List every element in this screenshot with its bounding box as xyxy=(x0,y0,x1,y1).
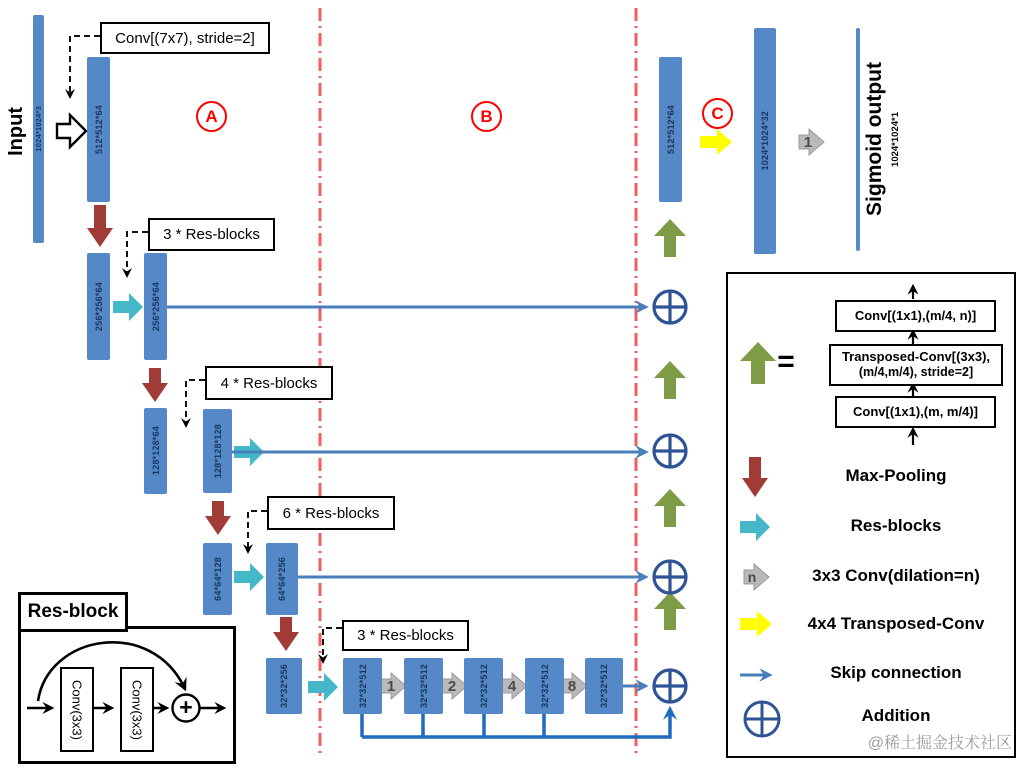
annotation-res3a: 3 * Res-blocks xyxy=(148,218,275,251)
stage-badge-b: B xyxy=(471,101,502,132)
resblock-title-box: Res-block xyxy=(18,592,128,632)
feature-map-enc1 xyxy=(87,57,110,202)
feature-map-dil1-dims: 32*32*512 xyxy=(357,664,368,708)
feature-map-enc5a-dims: 32*32*256 xyxy=(279,664,289,708)
legend-label-addition: Addition xyxy=(861,706,931,725)
legend-label-dilation: 3x3 Conv(dilation=n) xyxy=(812,566,980,585)
feature-map-enc4b xyxy=(266,543,298,615)
stage-badge-a: A xyxy=(196,101,227,132)
input-title: Input xyxy=(4,106,27,156)
feature-map-dil3 xyxy=(464,658,503,714)
resblocks-arrow-3 xyxy=(234,563,264,591)
maxpool-arrow-2 xyxy=(142,368,168,402)
annotation-connector-res3b xyxy=(323,628,342,662)
feature-map-enc2a-dims: 256*256*64 xyxy=(93,281,104,332)
feature-map-out1 xyxy=(856,28,860,251)
feature-map-enc4b-dims: 64*64*256 xyxy=(277,557,287,601)
resblock-plus-sign: + xyxy=(179,694,193,720)
maxpool-arrow-4 xyxy=(273,617,299,651)
upsample-arrow-3 xyxy=(654,489,686,527)
legend-equals: = xyxy=(777,345,795,378)
annotation-res4: 4 * Res-blocks xyxy=(205,366,333,400)
feature-map-dil4 xyxy=(525,658,564,714)
feature-map-input xyxy=(33,15,44,243)
transposed-conv-arrow xyxy=(700,129,732,155)
feature-map-enc1-dims: 512*512*64 xyxy=(93,104,104,155)
dilation-rate-2: 2 xyxy=(447,677,457,695)
input-conv-arrow xyxy=(57,115,86,147)
dilation-rate-1: 1 xyxy=(386,677,396,695)
annotation-conv7: Conv[(7x7), stride=2] xyxy=(100,22,270,54)
feature-map-enc3b-dims: 128*128*128 xyxy=(212,423,223,479)
feature-map-enc3a-dims: 128*128*64 xyxy=(150,426,161,476)
addition-node-1 xyxy=(654,291,686,323)
feature-map-enc2a xyxy=(87,253,110,360)
addition-node-3 xyxy=(654,561,686,593)
legend-label-maxpool: Max-Pooling xyxy=(845,466,947,485)
resblocks-arrow-4 xyxy=(308,673,338,701)
feature-map-dil2-dims: 32*32*512 xyxy=(418,664,429,708)
feature-map-enc5a xyxy=(266,658,302,714)
resblock-conv2-box: Conv(3x3) xyxy=(120,667,154,752)
legend-dilation-n: n xyxy=(747,569,757,585)
addition-node-4 xyxy=(654,670,686,702)
feature-map-out32-dims: 1024*1024*32 xyxy=(760,111,770,171)
feature-map-dil1 xyxy=(343,658,382,714)
upsample-arrow-1 xyxy=(654,219,686,257)
feature-map-dil5 xyxy=(585,658,623,714)
legend-stack-box-2: Transposed-Conv[(3x3), (m/4,m/4), stride=2] xyxy=(829,344,1003,386)
watermark: @稀土掘金技术社区 xyxy=(867,735,1012,752)
feature-map-dil2 xyxy=(404,658,443,714)
feature-map-input-dims: 1024*1024*3 xyxy=(34,106,43,152)
annotation-res6: 6 * Res-blocks xyxy=(267,496,395,530)
maxpool-arrow-1 xyxy=(87,205,113,247)
legend-stack-box-1: Conv[(1x1),(m/4, n)] xyxy=(835,300,996,332)
legend-label-skip: Skip connection xyxy=(830,663,962,682)
legend-label-transposed: 4x4 Transposed-Conv xyxy=(807,614,985,633)
dilation-sum-connector xyxy=(362,710,670,737)
dilation-rate-3: 4 xyxy=(507,677,517,695)
output-conv-rate: 1 xyxy=(803,133,813,151)
dilation-rate-4: 8 xyxy=(567,677,577,695)
feature-map-dec1-dims: 512*512*64 xyxy=(665,104,676,155)
feature-map-dec1 xyxy=(659,57,682,202)
addition-node-2 xyxy=(654,435,686,467)
feature-map-enc2b-dims: 256*256*64 xyxy=(150,281,161,332)
feature-map-dil4-dims: 32*32*512 xyxy=(539,664,550,708)
annotation-res3b: 3 * Res-blocks xyxy=(342,620,469,651)
sigmoid-output-dims: 1024*1024*1 xyxy=(889,111,901,167)
feature-map-enc3a xyxy=(144,408,167,494)
feature-map-enc3b xyxy=(203,409,232,493)
resblocks-arrow-1 xyxy=(113,293,143,321)
feature-map-dil3-dims: 32*32*512 xyxy=(478,664,489,708)
resblock-conv1-box: Conv(3x3) xyxy=(60,667,94,752)
annotation-connector-res6 xyxy=(248,511,267,552)
sigmoid-output-title: Sigmoid output xyxy=(863,62,886,216)
upsample-arrow-2 xyxy=(654,361,686,399)
stage-badge-c: C xyxy=(702,98,733,129)
feature-map-dil5-dims: 32*32*512 xyxy=(599,664,609,708)
maxpool-arrow-3 xyxy=(205,501,231,535)
feature-map-enc4a xyxy=(203,543,232,615)
upsample-arrow-4 xyxy=(654,592,686,630)
legend-stack-box-3: Conv[(1x1),(m, m/4)] xyxy=(835,396,996,428)
feature-map-enc4a-dims: 64*64*128 xyxy=(212,557,223,601)
legend-label-resblocks: Res-blocks xyxy=(850,516,942,535)
feature-map-enc2b xyxy=(144,253,167,360)
feature-map-out32 xyxy=(754,28,776,254)
